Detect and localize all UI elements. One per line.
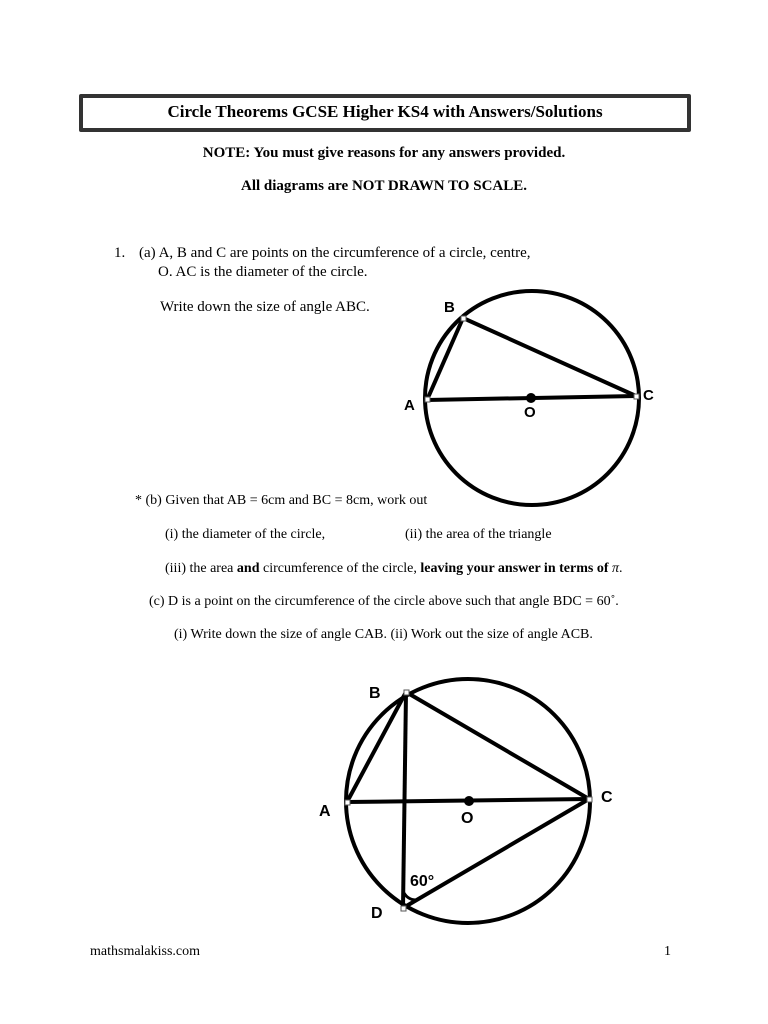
pi-symbol: π — [611, 561, 619, 576]
vertex-c-2 — [587, 797, 592, 802]
part-a-line2: O. AC is the diameter of the circle. — [158, 264, 368, 280]
page-title: Circle Theorems GCSE Higher KS4 with Answers/Solutions — [167, 102, 603, 121]
part-b-iii-end: . — [619, 561, 623, 576]
footer-site: mathsmalakiss.com — [90, 944, 201, 959]
label-o: O — [524, 404, 536, 421]
part-b-iii-bold: leaving your answer in terms of — [420, 561, 612, 576]
part-b-iii-middle: circumference of the circle, — [259, 561, 421, 576]
circle-diagram-2 — [310, 668, 630, 930]
part-b-iii — [165, 561, 623, 577]
label-a-2: A — [319, 803, 331, 820]
chord-dc — [403, 799, 589, 908]
scale-note: All diagrams are NOT DRAWN TO SCALE. — [240, 178, 527, 194]
centre-dot-2 — [464, 796, 474, 806]
label-c: C — [643, 387, 654, 404]
chord-bc — [463, 318, 636, 396]
chord-bc-2 — [406, 692, 589, 799]
part-b-ii: (ii) the area of the triangle — [405, 527, 552, 542]
part-c-text: (c) D is a point on the circumference of the circle above such that angle BDC = 60˚. — [149, 594, 619, 609]
label-b: B — [444, 299, 455, 316]
label-o-2: O — [461, 810, 474, 827]
vertex-a-2 — [345, 800, 350, 805]
vertex-d — [401, 906, 406, 911]
vertex-b — [461, 316, 466, 321]
part-b-text: * (b) Given that AB = 6cm and BC = 8cm, work out — [135, 493, 428, 508]
part-a-line1: (a) A, B and C are points on the circumference of a circle, centre, — [139, 245, 531, 261]
circle-diagram-1 — [395, 280, 675, 515]
part-a-prompt: Write down the size of angle ABC. — [160, 299, 370, 315]
note-text: NOTE: You must give reasons for any answers provided. — [202, 145, 566, 161]
vertex-a — [425, 397, 430, 402]
chord-ab-2 — [347, 692, 406, 802]
chord-bd — [403, 692, 406, 908]
part-b-i: (i) the diameter of the circle, — [165, 527, 326, 542]
question-number: 1. — [114, 245, 126, 261]
label-c-2: C — [601, 789, 613, 806]
page-number: 1 — [664, 944, 671, 959]
vertex-b-2 — [404, 690, 409, 695]
centre-dot — [526, 393, 536, 403]
label-a: A — [404, 397, 415, 414]
title-box — [79, 94, 691, 132]
part-b-iii-start: (iii) the area — [165, 561, 237, 576]
part-b-iii-and: and — [236, 561, 260, 576]
part-c-sub: (i) Write down the size of angle CAB. (ii) Work out the size of angle ACB. — [174, 627, 593, 642]
vertex-c — [634, 394, 639, 399]
angle-label: 60° — [410, 873, 435, 890]
label-d: D — [371, 905, 383, 922]
angle-arc — [404, 893, 416, 900]
label-b-2: B — [369, 685, 381, 702]
